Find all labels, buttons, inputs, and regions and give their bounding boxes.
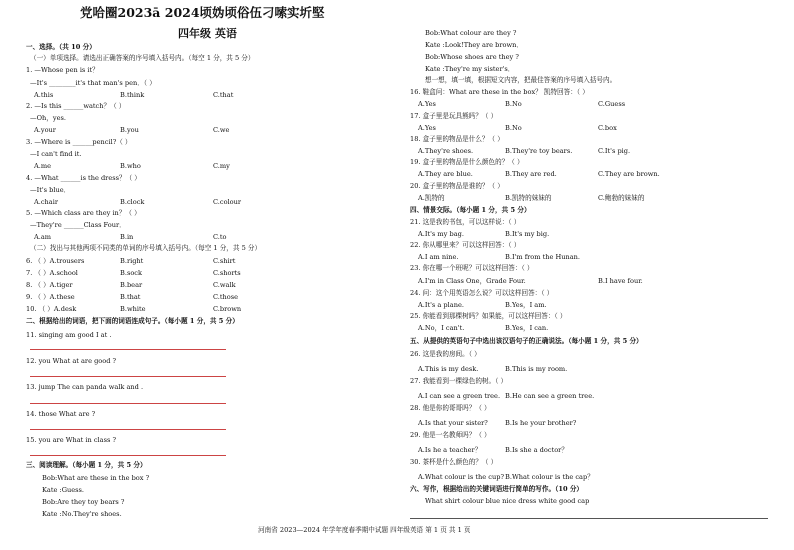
question-18-option-c: C.It's pig.: [598, 147, 631, 155]
question-19-option-a: A.They are blue.: [418, 170, 473, 178]
writing-keywords: What shirt colour blue nice dress white good cap: [425, 497, 590, 505]
question-5-line2: —They're ______Class Four．: [30, 221, 126, 229]
dialogue-line-5: Bob:What colour are they ?: [425, 29, 517, 37]
question-26: 26. 这是我的房间。（ ）: [410, 350, 481, 358]
question-12: 12. you What at are good ?: [26, 357, 117, 365]
question-10-option-c: C.brown: [213, 305, 242, 313]
question-22-option-b: B.I'm from the Hunan.: [505, 253, 581, 261]
question-25-option-a: A.No，I can't.: [418, 324, 465, 332]
question-9: 9. （ ）A.these: [26, 293, 75, 301]
question-24-option-b: B.Yes，I am.: [505, 301, 547, 309]
answer-line-13: [30, 403, 226, 404]
question-16-option-a: A.Yes: [418, 100, 436, 108]
question-15: 15. you are What in class ?: [26, 436, 116, 444]
question-10-option-b: B.white: [120, 305, 146, 313]
question-21-option-b: B.It's my big.: [505, 230, 550, 238]
question-4-line2: —It's blue．: [30, 186, 71, 194]
reading-instruction: 想一想，填一填，根据短文内容，把最佳答案的序号填入括号内。: [425, 76, 617, 84]
question-3: 3. —Where is ______pencil?（ ）: [26, 138, 132, 146]
answer-line-11: [30, 349, 226, 350]
question-1-option-c: C.that: [213, 91, 234, 99]
question-25-option-b: B.Yes，I can.: [505, 324, 549, 332]
section-6-heading: 六、写作，根据给出的关键词语进行简单的写作。（10 分）: [410, 485, 584, 493]
question-2-line2: —Oh，yes.: [30, 114, 66, 122]
dialogue-line-8: Kate :They're my sister's．: [425, 65, 515, 73]
section-1b-instruction: （二）找出与其他两项不同类的单词的序号填入括号内。（每空 1 分，共 5 分）: [30, 244, 262, 252]
question-5-option-b: B.in: [120, 233, 134, 241]
question-28: 28. 他是你的哥哥吗？（ ）: [410, 404, 491, 412]
question-3-line2: —I can't find it.: [30, 150, 82, 158]
question-9-option-b: B.that: [120, 293, 141, 301]
section-2-heading: 二、根据给出的词语，把下面的词语连成句子。（每小题 1 分，共 5 分）: [26, 317, 239, 325]
question-6-option-c: C.shirt: [213, 257, 236, 265]
dialogue-line-7: Bob:Whose shoes are they ?: [425, 53, 519, 61]
question-16-option-c: C.Guess: [598, 100, 626, 108]
question-8-option-c: C.walk: [213, 281, 236, 289]
question-2-option-c: C.we: [213, 126, 230, 134]
question-22: 22. 你从哪里来？可以这样回答：（ ）: [410, 241, 521, 249]
question-26-option-b: B.This is my room.: [505, 365, 568, 373]
question-18-option-b: B.They're toy bears.: [505, 147, 573, 155]
question-6-option-b: B.right: [120, 257, 144, 265]
question-27: 27. 我能看到一棵绿色的树。（ ）: [410, 377, 508, 385]
answer-line-14: [30, 429, 226, 430]
question-19-option-b: B.They are red.: [505, 170, 557, 178]
question-1: 1. —Whose pen is it？: [26, 66, 99, 74]
question-23-option-a: A.I'm in Class One，Grade Four.: [418, 277, 526, 285]
question-20-option-b: B.凯特的妹妹的: [505, 194, 552, 202]
question-2-option-a: A.your: [34, 126, 56, 134]
question-8-option-b: B.bear: [120, 281, 143, 289]
question-10: 10. （ ）A.desk: [26, 305, 77, 313]
question-2-option-b: B.you: [120, 126, 139, 134]
question-29-option-a: A.Is he a teacher？: [418, 446, 482, 454]
question-4-option-c: C.colour: [213, 198, 242, 206]
question-26-option-a: A.This is my desk.: [418, 365, 479, 373]
dialogue-line-4: Kate :No.They're shoes.: [42, 510, 122, 518]
question-17: 17. 盒子里是玩具熊吗？（ ）: [410, 112, 498, 120]
question-19: 19. 盒子里的物品是什么颜色的？（ ）: [410, 158, 524, 166]
question-22-option-a: A.I am nine.: [418, 253, 459, 261]
question-4-option-b: B.clock: [120, 198, 145, 206]
question-16-option-b: B.No: [505, 100, 522, 108]
question-1-option-b: B.think: [120, 91, 145, 99]
question-9-option-c: C.those: [213, 293, 239, 301]
question-3-option-c: C.my: [213, 162, 230, 170]
question-13: 13. jump The can panda walk and .: [26, 383, 144, 391]
question-1-line2: —It's ________it's that man's pen．（ ）: [30, 79, 156, 87]
section-3-heading: 三、阅读理解。（每小题 1 分，共 5 分）: [26, 461, 147, 469]
question-30-option-b: B.What colour is the cap？: [505, 473, 594, 481]
question-6: 6. （ ）A.trousers: [26, 257, 85, 265]
question-1-option-a: A.this: [34, 91, 54, 99]
question-30: 30. 茶杯是什么颜色的？（ ）: [410, 458, 498, 466]
section-5-heading: 五、从提供的英语句子中选出该汉语句子的正确说法。（每小题 1 分，共 5 分）: [410, 337, 643, 345]
question-4-option-a: A.chair: [34, 198, 58, 206]
dialogue-line-3: Bob:Are they toy bears ?: [42, 498, 125, 506]
question-27-option-b: B.He can see a green tree.: [505, 392, 595, 400]
question-16: 16. 鞋盒问：What are these in the box？ 凯特回答：（ ）: [410, 88, 589, 96]
question-17-option-a: A.Yes: [418, 124, 436, 132]
section-1a-instruction: （一）单项选择。请选出正确答案的序号填入括号内。（每空 1 分，共 5 分）: [30, 54, 255, 62]
question-30-option-a: A.What colour is the cup?: [418, 473, 504, 481]
dialogue-line-2: Kate :Guess.: [42, 486, 85, 494]
answer-line-12: [30, 376, 226, 377]
question-5-option-a: A.am: [34, 233, 52, 241]
question-17-option-c: C.box: [598, 124, 617, 132]
writing-line: [410, 518, 768, 519]
question-3-option-a: A.me: [34, 162, 52, 170]
question-27-option-a: A.I can see a green tree.: [418, 392, 501, 400]
question-3-option-b: B.who: [120, 162, 141, 170]
page-footer: 河南省 2023—2024 年学年度春季期中试题 四年级英语 第 1 页 共 1 页: [258, 526, 471, 534]
question-5: 5. —Which class are they in？（ ）: [26, 209, 141, 217]
section-1-heading: 一、选择。（共 10 分）: [26, 43, 96, 51]
question-28-option-b: B.Is he your brother?: [505, 419, 577, 427]
question-29: 29. 他是一名教师吗？（ ）: [410, 431, 491, 439]
dialogue-line-1: Bob:What are these in the box ?: [42, 474, 150, 482]
question-24: 24. 问：这个用英语怎么说？可以这样回答：（ ）: [410, 289, 554, 297]
page-title: 党哈圈2023ā 2024顷妫顷俗伍刁嗦实圻堅: [80, 5, 325, 20]
answer-line-15: [30, 455, 226, 456]
question-7-option-b: B.sock: [120, 269, 142, 277]
dialogue-line-6: Kate :Look!They are brown．: [425, 41, 523, 49]
question-7-option-c: C.shorts: [213, 269, 241, 277]
question-17-option-b: B.No: [505, 124, 522, 132]
question-18: 18. 盒子里的物品是什么？（ ）: [410, 135, 504, 143]
question-4: 4. —What ______is the dress？（ ）: [26, 174, 141, 182]
question-20: 20. 盒子里的物品是谁的？（ ）: [410, 182, 504, 190]
question-23-option-b: B.I have four.: [598, 277, 643, 285]
question-5-option-c: C.to: [213, 233, 227, 241]
question-23: 23. 你在哪一个班呢？可以这样回答：（ ）: [410, 264, 534, 272]
question-29-option-b: B.Is she a doctor？: [505, 446, 568, 454]
question-25: 25. 你能看到那棵树吗？如果能，可以这样回答：（ ）: [410, 312, 567, 320]
question-14: 14. those What are ?: [26, 410, 96, 418]
question-24-option-a: A.It's a plane.: [418, 301, 464, 309]
question-18-option-a: A.They're shoes.: [418, 147, 474, 155]
section-4-heading: 四、情景交际。（每小题 1 分，共 5 分）: [410, 206, 531, 214]
question-11: 11. singing am good I at .: [26, 331, 112, 339]
question-7: 7. （ ）A.school: [26, 269, 78, 277]
question-20-option-c: C.鲍勃的妹妹的: [598, 194, 645, 202]
question-8: 8. （ ）A.tiger: [26, 281, 73, 289]
question-20-option-a: A.凯特的: [418, 194, 445, 202]
page-subtitle: 四年级 英语: [178, 27, 237, 40]
question-2: 2. —Is this ______watch？（ ）: [26, 102, 126, 110]
question-21-option-a: A.It's my bag.: [418, 230, 464, 238]
question-19-option-c: C.They are brown.: [598, 170, 660, 178]
question-21: 21. 这是我的书包，可以这样说：（ ）: [410, 218, 521, 226]
question-28-option-a: A.Is that your sister?: [418, 419, 488, 427]
